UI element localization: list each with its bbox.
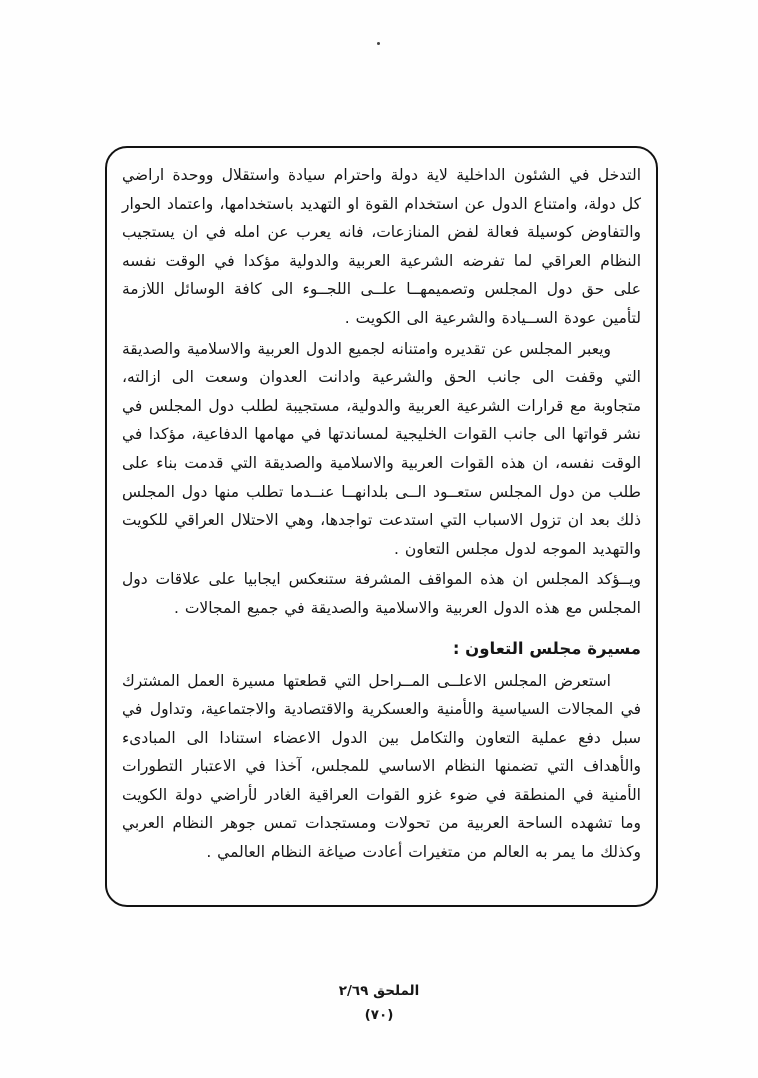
paragraph-intervention-principles: التدخل في الشئون الداخلية لاية دولة واحترام سيادة واستقلال ووحدة اراضي كل دولة، وامتناع الدول عن استخدام القوة او التهديد باستخدامها، واعتماد الحوار والتفاوض كوسيلة فعالة لفض المنازعات، فانه يعرب عن امله في ان يستجيب النظام العراقي لما تفرضه الشرعية العربية والدولية مؤكدا في الوقت نفسه على حق دول المجلس وتصميمهــا علــى اللجــوء الى كافة الوسائل اللازمة لتأمين عودة الســيادة والشرعية الى الكويت . [122,166,641,327]
annex-label: الملحق ٢/٦٩ [338,983,420,999]
paragraph-relations: ويــؤكد المجلس ان هذه المواقف المشرفة ستنعكس ايجابيا على علاقات دول المجلس مع هذه الدول العربية والاسلامية والصديقة في جميع المجالات . [122,570,641,617]
content-frame [105,146,658,907]
body-text [122,161,641,867]
scan-speck [377,42,380,45]
page-footer [0,982,758,1024]
section-heading: مسيرة مجلس التعاون : [452,638,641,658]
paragraph-gratitude: ويعبر المجلس عن تقديره وامتنانه لجميع الدول العربية والاسلامية والصديقة التي وقفت الى جانب الحق والشرعية وادانت العدوان وسعت الى ازالته، متجاوبة مع قرارات الشرعية العربية والدولية، مستجيبة لطلب دول المجلس في نشر قواتها الى جانب القوات الخليجية لمساندتها في مهامها الدفاعية، مؤكدا في الوقت نفسه، ان هذه القوات العربية والاسلامية والصديقة التي قدمت بناء على طلب من دول المجلس ستعــود الــى بلدانهــا عنــدما تطلب منها دول المجلس ذلك بعد ان تزول الاسباب التي استدعت تواجدها، وهي الاحتلال العراقي للكويت والتهديد الموجه لدول مجلس التعاون . [122,339,641,558]
page-number: (٧٠) [364,1007,394,1023]
paragraph-council-march: استعرض المجلس الاعلــى المــراحل التي قطعتها مسيرة العمل المشترك في المجالات السياسية والأمنية والعسكرية والاقتصادية والاجتماعية، وتداول في سبل دفع عملية التعاون والتكامل بين الدول الاعضاء استنادا الى المبادىء والأهداف التي تضمنها النظام الاساسي للمجلس، آخذا في الاعتبار التطورات الأمنية في المنطقة في ضوء غزو القوات العراقية الغادر لأراضي دولة الكويت وما تشهده الساحة العربية من تحولات ومستجدات تمس جوهر النظام العربي وكذلك ما يمر به العالم من متغيرات أعادت صياغة النظام العالمي . [122,671,641,862]
